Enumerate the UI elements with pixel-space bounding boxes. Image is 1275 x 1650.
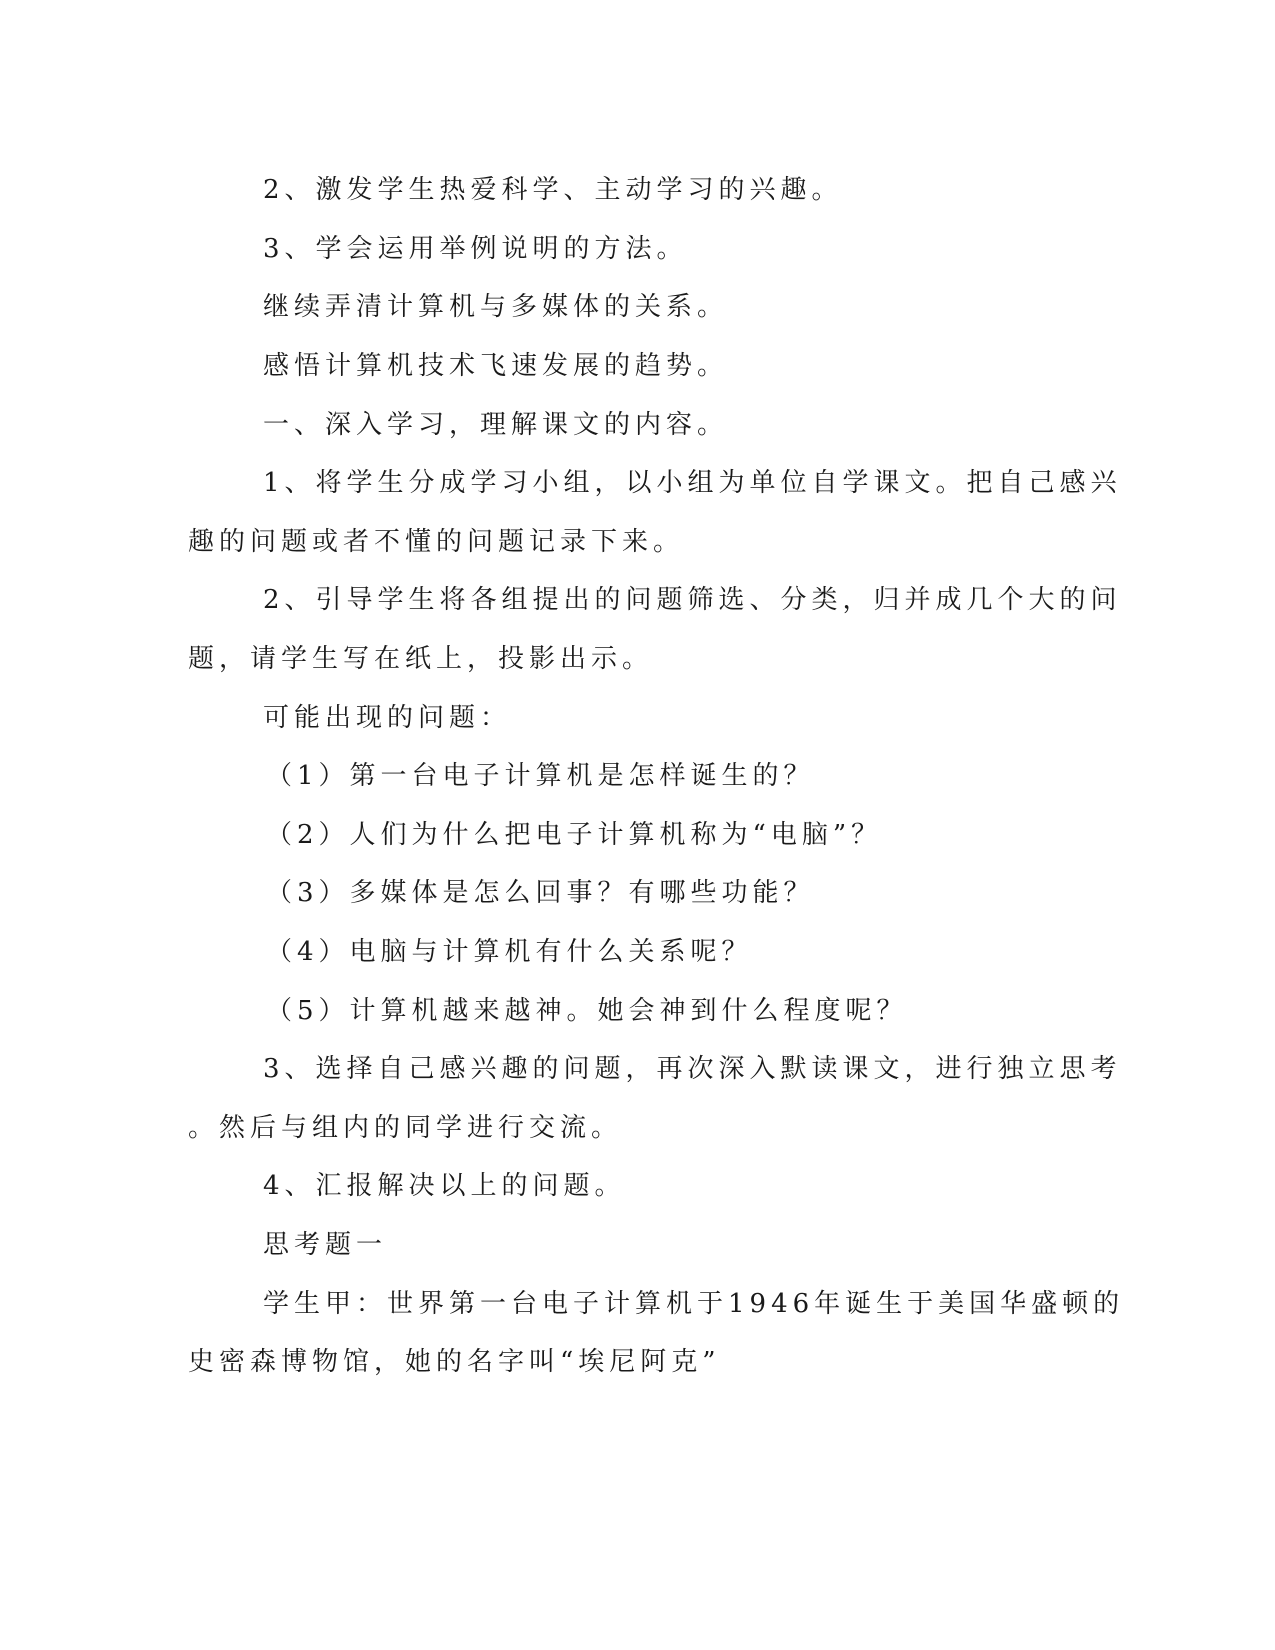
question-3: （3）多媒体是怎么回事？有哪些功能？	[266, 878, 815, 908]
question-4: （4）电脑与计算机有什么关系呢？	[266, 937, 753, 967]
section-heading-1: 一、深入学习，理解课文的内容。	[263, 410, 729, 440]
step-2-line-1: 2、引导学生将各组提出的问题筛选、分类，归并成几个大的问	[263, 585, 1122, 615]
objective-trend: 感悟计算机技术飞速发展的趋势。	[263, 351, 729, 381]
objective-relation: 继续弄清计算机与多媒体的关系。	[263, 292, 729, 322]
step-3-line-1: 3、选择自己感兴趣的问题，再次深入默读课文，进行独立思考	[263, 1054, 1122, 1084]
objective-3: 3、学会运用举例说明的方法。	[263, 234, 688, 264]
questions-heading: 可能出现的问题：	[263, 703, 512, 733]
question-5: （5）计算机越来越神。她会神到什么程度呢？	[266, 996, 908, 1026]
step-1-line-2: 趣的问题或者不懂的问题记录下来。	[188, 527, 685, 557]
student-answer-line-1: 学生甲：世界第一台电子计算机于1946年诞生于美国华盛顿的	[263, 1289, 1125, 1319]
question-1: （1）第一台电子计算机是怎样诞生的？	[266, 761, 815, 791]
student-answer-line-2: 史密森博物馆，她的名字叫“埃尼阿克”	[188, 1347, 721, 1377]
step-3-line-2: 。然后与组内的同学进行交流。	[188, 1113, 623, 1143]
step-4: 4、汇报解决以上的问题。	[263, 1171, 626, 1201]
step-2-line-2: 题，请学生写在纸上，投影出示。	[188, 644, 654, 674]
thinking-question-1: 思考题一	[263, 1230, 388, 1260]
question-2: （2）人们为什么把电子计算机称为“电脑”？	[266, 820, 883, 850]
step-1-line-1: 1、将学生分成学习小组，以小组为单位自学课文。把自己感兴	[263, 468, 1122, 498]
objective-2: 2、激发学生热爱科学、主动学习的兴趣。	[263, 175, 843, 205]
